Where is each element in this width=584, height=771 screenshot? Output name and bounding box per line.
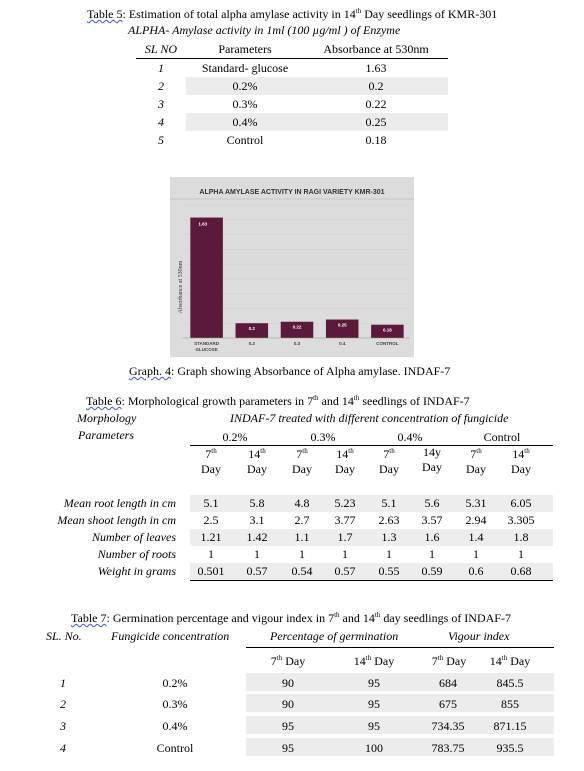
graph4-prefix: Graph. 4 [129, 364, 171, 378]
table6-cell: 0.57 [334, 564, 356, 578]
table6-dayhead-5 [417, 445, 447, 475]
table6-cell: 3.77 [334, 513, 356, 527]
table6-caption-mid: and 14 [318, 394, 354, 408]
table6-dayhead-day: Day [466, 462, 486, 476]
chart-svg [170, 177, 414, 357]
table6-dayhead-num: 14y [423, 445, 441, 459]
table-row [136, 131, 448, 149]
table5-sl: 4 [158, 114, 164, 129]
table7-subhead-2 [421, 654, 477, 669]
table6-cell: 5.1 [203, 496, 219, 510]
table6-caption [86, 394, 470, 409]
table5-sl: 1 [158, 60, 164, 75]
table6-conc-3: Control [483, 430, 521, 444]
table7-g7: 90 [282, 697, 294, 711]
table7-subhead-1 [344, 654, 404, 669]
table6-cell: 5.31 [465, 496, 487, 510]
table6-bottom-rule [190, 580, 553, 581]
table6-dayhead-0 [196, 447, 226, 477]
table7-subhead-day: Day [443, 654, 467, 668]
table6-cell: 1.3 [381, 530, 397, 544]
table5-header-params: Parameters [186, 40, 304, 59]
table7-subhead-0 [260, 654, 316, 669]
table7-header-sl: SL. No. [46, 629, 82, 643]
table7-header-vigour: Vigour index [448, 629, 510, 643]
table6-conc-2: 0.4% [397, 430, 423, 444]
table6-morph-label-1: Morphology [77, 411, 137, 425]
table6-cell: 0.54 [291, 564, 313, 578]
table5-subtitle: ALPHA- Amylase activity in 1ml (100 µg/ml ) of Enzyme [128, 23, 401, 37]
chart-data-label: 0.25 [337, 322, 347, 328]
table7-v14: 845.5 [496, 676, 524, 690]
table-row [136, 95, 448, 113]
table7-caption-end: day seedlings of INDAF-7 [380, 611, 511, 625]
chart-xticks [194, 341, 399, 352]
table6-caption-end: seedlings of INDAF-7 [359, 394, 470, 408]
table6-caption-prefix: Table 6 [86, 394, 122, 408]
chart-title: ALPHA AMYLASE ACTIVITY IN RAGI VARIETY KMR-301 [199, 189, 385, 196]
table6-conc-1: 0.3% [310, 430, 336, 444]
table6-cell: 4.8 [294, 496, 310, 510]
table7-v14: 855 [501, 697, 519, 711]
table7-header-conc: Fungicide concentration [111, 629, 230, 643]
table6-cell: 1.8 [513, 530, 529, 544]
table7-caption-rest: : Germination percentage and vigour index in 7 [106, 611, 335, 625]
table6-cell: 1 [342, 547, 348, 561]
chart-data-label: 0.22 [292, 324, 302, 330]
graph4-caption [129, 364, 450, 379]
table5 [136, 40, 448, 149]
table5-abs: 1.63 [365, 60, 387, 75]
table6-cell: 1.4 [468, 530, 484, 544]
table6-cell: 1.7 [337, 530, 353, 544]
table7-caption [71, 611, 511, 626]
table6-cell: 0.59 [421, 564, 443, 578]
table5-header-sl: SL NO [136, 40, 186, 59]
table5-param: 0.4% [186, 113, 304, 131]
table7-subhead-day: Day [507, 654, 531, 668]
table6-dayhead-sup: th [389, 447, 395, 455]
table5-param: 0.2% [186, 77, 304, 95]
table6-dayhead-day: Day [422, 460, 442, 474]
table6-dayhead-2 [287, 447, 317, 477]
table7-subhead-num: 7 [270, 654, 277, 668]
table7-g7: 95 [282, 741, 294, 755]
table6-cell: 1 [429, 547, 435, 561]
table7-header-germ: Percentage of germination [270, 629, 399, 643]
graph4-rest: : Graph showing Absorbance of Alpha amylase. INDAF-7 [171, 364, 451, 378]
table6-row-label: Number of leaves [92, 530, 176, 544]
table6-dayhead-sup: th [211, 447, 217, 455]
table5-abs: 0.22 [365, 96, 387, 111]
table7-conc: Control [156, 741, 194, 755]
table6-morph-label-2: Parameters [78, 428, 134, 442]
table7-subhead-sup: th [501, 654, 508, 662]
chart-tick-label: 0.2 [248, 341, 255, 346]
table6-row-label: Number of roots [97, 547, 176, 561]
table7-subhead-num: 14 [353, 654, 366, 668]
table6-dayhead-num: 7 [205, 447, 212, 461]
table7-subhead-num: 14 [489, 654, 502, 668]
table7-sl: 1 [60, 676, 66, 690]
table6-cell: 2.7 [294, 513, 310, 527]
chart-tick-label: 0.3 [293, 341, 301, 346]
table7-subhead-day: Day [282, 654, 306, 668]
table7-g14: 95 [368, 697, 380, 711]
table6-cell: 6.05 [510, 496, 532, 510]
table6-conc-0: 0.2% [222, 430, 248, 444]
table6-dayhead-day: Day [201, 462, 221, 476]
table6-dayhead-num: 14 [336, 447, 349, 461]
table5-header-abs: Absorbance at 530nm [304, 40, 448, 59]
table6-cell: 3.1 [249, 513, 265, 527]
table6-header-rule [190, 445, 553, 446]
table6-row-label: Mean shoot length in cm [57, 513, 176, 527]
table7-g14: 95 [368, 676, 380, 690]
table5-abs: 0.2 [304, 77, 448, 95]
table6-row-label: Weight in grams [97, 564, 176, 578]
table6-cell: 1 [299, 547, 305, 561]
table7-sl: 2 [60, 697, 66, 711]
table6-cell: 0.55 [378, 564, 400, 578]
table6-cell: 3.57 [421, 513, 443, 527]
table7-v7: 684 [439, 676, 457, 690]
table6-cell: 1 [208, 547, 214, 561]
table6-cell: 1 [254, 547, 260, 561]
chart-data-label: 0.2 [248, 326, 255, 332]
table6-dayhead-3 [330, 447, 360, 477]
table-row [136, 113, 448, 131]
table7-caption-sup2: th [374, 611, 381, 619]
table7-subhead-day: Day [371, 654, 395, 668]
table6-dayhead-day: Day [379, 462, 399, 476]
table6-row-label: Mean root length in cm [63, 496, 176, 510]
alpha-amylase-chart [170, 177, 414, 357]
table6-cell: 2.63 [378, 513, 400, 527]
table6-dayhead-num: 7 [296, 447, 303, 461]
table6-caption-rest: : Morphological growth parameters in 7 [121, 394, 314, 408]
table5-abs: 0.25 [304, 113, 448, 131]
table6-dayhead-4 [374, 447, 404, 477]
chart-data-label: 1.63 [198, 221, 208, 227]
table5-caption [87, 7, 497, 22]
table6-dayhead-sup: th [524, 447, 530, 455]
table5-sl: 3 [158, 96, 164, 111]
table6-caption-sup1: th [313, 394, 319, 402]
table6-dayhead-num: 14 [248, 447, 261, 461]
table7-subheader-rule [246, 647, 554, 648]
chart-ylabel: Absorbance at 530nm [178, 260, 184, 314]
table7-v7: 734.35 [431, 719, 465, 733]
table7-subhead-3 [480, 654, 540, 669]
table6-cell: 0.57 [246, 564, 268, 578]
table6-dayhead-sup: th [260, 447, 266, 455]
table6-dayhead-sup: th [348, 447, 354, 455]
table7-conc: 0.2% [162, 676, 188, 690]
table6-cell: 5.6 [424, 496, 440, 510]
chart-tick-label: STANDARD GLUCOSE [194, 341, 220, 352]
table7-subhead-sup: th [437, 654, 444, 662]
table7-v14: 935.5 [496, 741, 524, 755]
table5-param: Control [226, 132, 264, 147]
table7-subhead-sup: th [276, 654, 283, 662]
table6-dayhead-num: 7 [383, 447, 390, 461]
table7-v14: 871.15 [493, 719, 527, 733]
table7-g7: 90 [282, 676, 294, 690]
table7-subhead-sup: th [365, 654, 372, 662]
table6-dayhead-day: Day [292, 462, 312, 476]
table6-cell: 2.5 [203, 513, 219, 527]
table6-dayhead-day: Day [335, 462, 355, 476]
table5-abs: 0.18 [365, 132, 387, 147]
table7-caption-sup1: th [334, 611, 340, 619]
table6-dayhead-1 [242, 447, 272, 477]
table5-caption-sup: th [355, 7, 362, 15]
table6-cell: 3.305 [507, 513, 535, 527]
table7-sl: 3 [60, 719, 66, 733]
table5-caption-end: Day seedlings of KMR-301 [361, 7, 498, 21]
table6-cell: 1.6 [424, 530, 440, 544]
table5-sl: 5 [158, 132, 164, 147]
table6-dayhead-day: Day [247, 462, 267, 476]
table6-dayhead-6 [461, 447, 491, 477]
table7-v7: 783.75 [431, 741, 465, 755]
table5-caption-rest: : Estimation of total alpha amylase activity in 14 [122, 7, 356, 21]
chart-bar [190, 218, 223, 338]
table6-dayhead-num: 7 [470, 447, 477, 461]
table6-dayhead-num: 14 [512, 447, 525, 461]
table6-cell: 0.501 [197, 564, 225, 578]
table6-cell: 1.1 [294, 530, 310, 544]
table6-cell: 1 [518, 547, 524, 561]
table6-cell: 0.68 [510, 564, 532, 578]
table6-cell: 1.42 [246, 530, 268, 544]
chart-tick-label: 0.4 [339, 341, 346, 346]
table-row [136, 77, 448, 95]
table6-cell: 1.21 [200, 530, 222, 544]
table7-g14: 100 [365, 741, 383, 755]
table5-caption-prefix: Table 5 [87, 7, 123, 21]
table6-dayhead-sup: th [476, 447, 482, 455]
table5-param: Standard- glucose [201, 60, 289, 75]
table7-sl: 4 [60, 741, 66, 755]
table6-group-title: INDAF-7 treated with different concentration of fungicide [230, 411, 509, 425]
table7-v7: 675 [439, 697, 457, 711]
table5-sl: 2 [158, 78, 164, 93]
table6-cell: 0.6 [468, 564, 484, 578]
table6-dayhead-7 [506, 447, 536, 477]
chart-bars [190, 218, 403, 338]
table5-param: 0.3% [232, 96, 258, 111]
table6-cell: 1 [386, 547, 392, 561]
table6-dayhead-day: Day [511, 462, 531, 476]
table6-cell: 5.8 [249, 496, 265, 510]
table6-cell: 5.1 [381, 496, 397, 510]
table5-header-row [136, 40, 448, 59]
table7-conc: 0.4% [162, 719, 188, 733]
table6-cell: 5.23 [334, 496, 356, 510]
chart-tick-label: CONTROL [376, 341, 399, 346]
table7-caption-prefix: Table 7 [71, 611, 107, 625]
table-row [136, 59, 448, 78]
table7-g7: 95 [282, 719, 294, 733]
table6-caption-sup2: th [353, 394, 360, 402]
table7-subhead-num: 7 [431, 654, 438, 668]
chart-data-label: 0.18 [383, 327, 392, 333]
table6-cell: 2.94 [465, 513, 487, 527]
table7-conc: 0.3% [162, 697, 188, 711]
table6-cell: 1 [473, 547, 479, 561]
table7-caption-mid: and 14 [339, 611, 375, 625]
table7-g14: 95 [368, 719, 380, 733]
table6-dayhead-sup: th [302, 447, 308, 455]
